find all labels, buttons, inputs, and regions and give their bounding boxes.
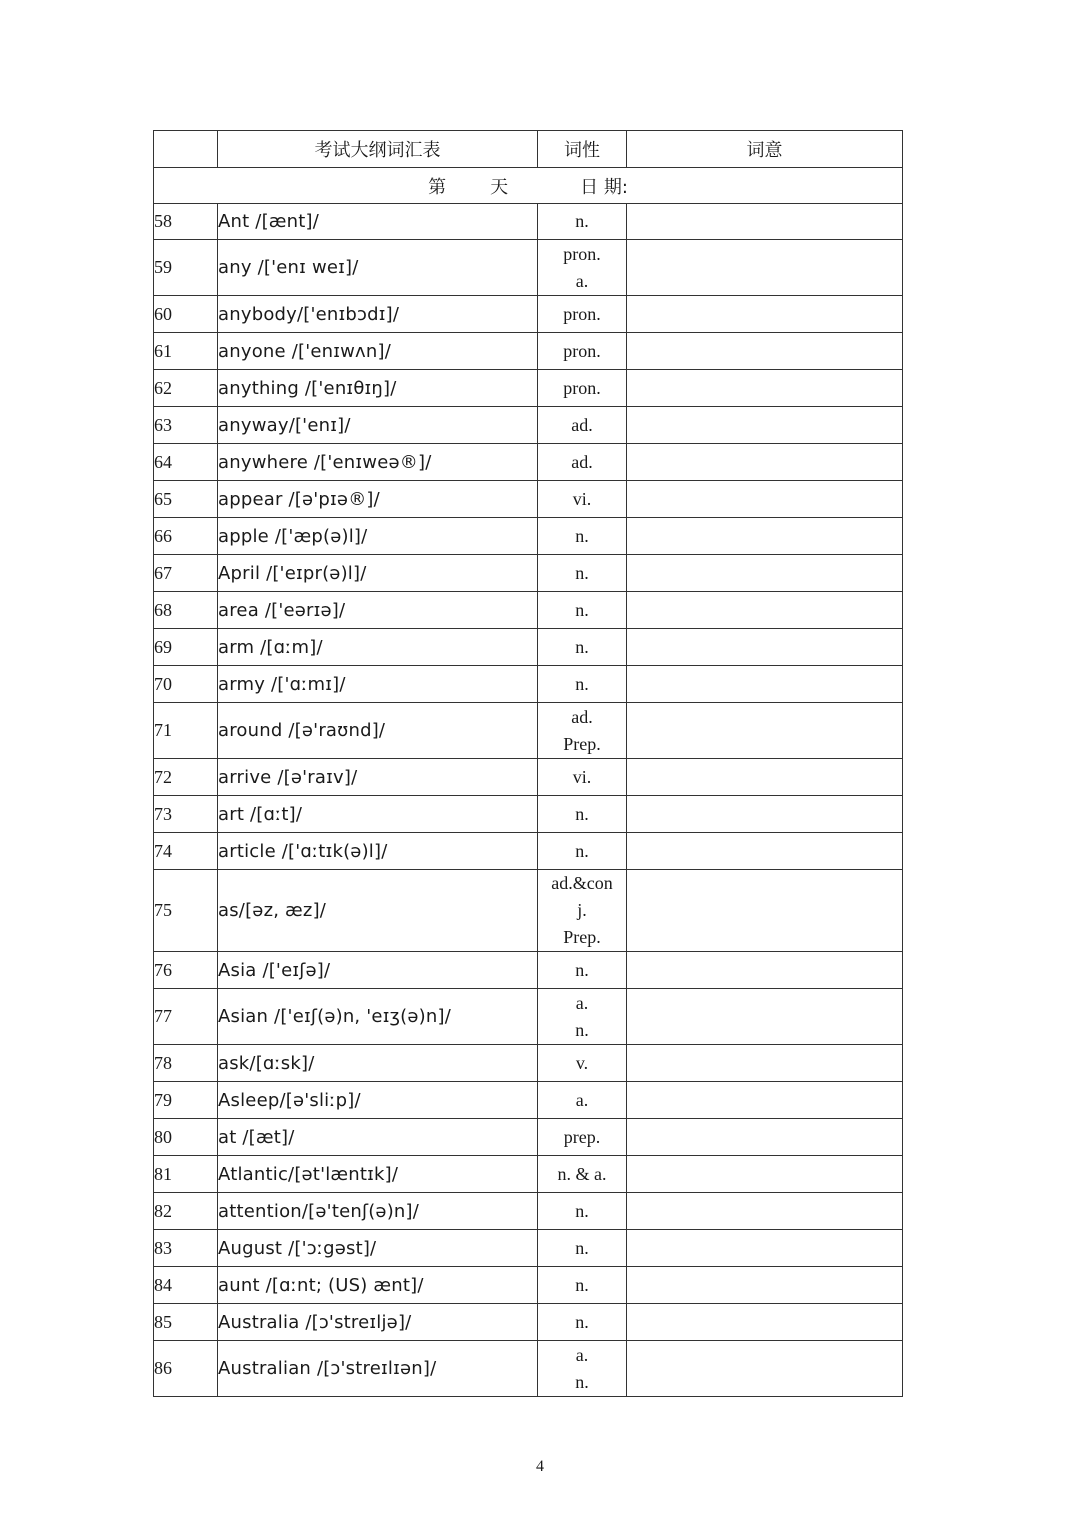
part-of-speech bbox=[538, 1341, 627, 1397]
part-of-speech bbox=[538, 518, 627, 555]
word-phonetic: apple /['æp(ə)l]/ bbox=[218, 518, 538, 555]
meaning-cell bbox=[627, 952, 903, 989]
table-row bbox=[154, 1304, 903, 1341]
table-row bbox=[154, 952, 903, 989]
meaning-cell bbox=[627, 1082, 903, 1119]
row-number: 59 bbox=[154, 240, 218, 296]
table-row bbox=[154, 833, 903, 870]
part-of-speech bbox=[538, 870, 627, 952]
row-number: 65 bbox=[154, 481, 218, 518]
row-number: 68 bbox=[154, 592, 218, 629]
part-of-speech bbox=[538, 1230, 627, 1267]
meaning-cell bbox=[627, 296, 903, 333]
row-number: 74 bbox=[154, 833, 218, 870]
part-of-speech bbox=[538, 666, 627, 703]
header-meaning-cell: 词意 bbox=[627, 131, 903, 168]
part-of-speech bbox=[538, 1267, 627, 1304]
row-number: 83 bbox=[154, 1230, 218, 1267]
meaning-cell bbox=[627, 1193, 903, 1230]
meaning-cell bbox=[627, 1045, 903, 1082]
header-number-cell bbox=[154, 131, 218, 168]
part-of-speech bbox=[538, 1156, 627, 1193]
part-of-speech bbox=[538, 1304, 627, 1341]
meaning-cell bbox=[627, 989, 903, 1045]
word-phonetic: appear /[ə'pɪə®]/ bbox=[218, 481, 538, 518]
word-phonetic: arm /[ɑːm]/ bbox=[218, 629, 538, 666]
table-row bbox=[154, 240, 903, 296]
row-number: 86 bbox=[154, 1341, 218, 1397]
table-row bbox=[154, 703, 903, 759]
header-word-cell: 考试大纲词汇表 bbox=[218, 131, 538, 168]
part-of-speech-line: n. bbox=[575, 562, 589, 583]
table-row bbox=[154, 989, 903, 1045]
meaning-cell bbox=[627, 1156, 903, 1193]
part-of-speech bbox=[538, 989, 627, 1045]
part-of-speech-line: prep. bbox=[563, 1126, 601, 1147]
part-of-speech-line: Prep. bbox=[563, 733, 601, 754]
part-of-speech bbox=[538, 555, 627, 592]
word-phonetic: at /[æt]/ bbox=[218, 1119, 538, 1156]
part-of-speech-line: n. bbox=[575, 211, 589, 231]
row-number: 71 bbox=[154, 703, 218, 759]
table-row bbox=[154, 555, 903, 592]
word-phonetic: Atlantic/[ət'læntɪk]/ bbox=[218, 1156, 538, 1193]
word-phonetic: Asleep/[ə'sliːp]/ bbox=[218, 1082, 538, 1119]
part-of-speech bbox=[538, 833, 627, 870]
word-phonetic: Australian /[ɔ'streɪlɪən]/ bbox=[218, 1341, 538, 1397]
meaning-cell bbox=[627, 407, 903, 444]
part-of-speech bbox=[538, 333, 627, 370]
table-row bbox=[154, 629, 903, 666]
meaning-cell bbox=[627, 555, 903, 592]
row-number: 77 bbox=[154, 989, 218, 1045]
word-phonetic: around /[ə'raʊnd]/ bbox=[218, 703, 538, 759]
part-of-speech-line: n. bbox=[575, 525, 589, 546]
meaning-cell bbox=[627, 444, 903, 481]
row-number: 73 bbox=[154, 796, 218, 833]
part-of-speech-line: n. bbox=[575, 1371, 589, 1392]
part-of-speech-line: n. bbox=[575, 1274, 589, 1295]
header-pos-cell: 词性 bbox=[538, 131, 627, 168]
word-phonetic: attention/[ə'tenʃ(ə)n]/ bbox=[218, 1193, 538, 1230]
meaning-cell bbox=[627, 592, 903, 629]
part-of-speech-line: v. bbox=[575, 1052, 589, 1073]
part-of-speech bbox=[538, 1193, 627, 1230]
part-of-speech-line: n. bbox=[575, 1200, 589, 1221]
day-label-day: 天 bbox=[490, 176, 509, 198]
part-of-speech-line: a. bbox=[575, 1089, 589, 1110]
part-of-speech-line: a. bbox=[575, 992, 589, 1013]
word-phonetic: Ant /[ænt]/ bbox=[218, 204, 538, 240]
table-row bbox=[154, 481, 903, 518]
table-row bbox=[154, 870, 903, 952]
part-of-speech bbox=[538, 1119, 627, 1156]
part-of-speech bbox=[538, 796, 627, 833]
row-number: 75 bbox=[154, 870, 218, 952]
table-row bbox=[154, 796, 903, 833]
table-row bbox=[154, 204, 903, 240]
header-row bbox=[154, 131, 903, 168]
part-of-speech-line: pron. bbox=[563, 243, 601, 264]
meaning-cell bbox=[627, 1119, 903, 1156]
word-phonetic: anyway/['enɪ]/ bbox=[218, 407, 538, 444]
meaning-cell bbox=[627, 333, 903, 370]
word-phonetic: anyone /['enɪwʌn]/ bbox=[218, 333, 538, 370]
row-number: 76 bbox=[154, 952, 218, 989]
table-row bbox=[154, 1341, 903, 1397]
meaning-cell bbox=[627, 1267, 903, 1304]
row-number: 61 bbox=[154, 333, 218, 370]
part-of-speech-line: ad. bbox=[571, 706, 593, 727]
part-of-speech-line: ad. bbox=[571, 451, 593, 472]
word-phonetic: anywhere /['enɪweə®]/ bbox=[218, 444, 538, 481]
part-of-speech-line: n. bbox=[575, 840, 589, 861]
part-of-speech bbox=[538, 481, 627, 518]
part-of-speech-line: vi. bbox=[572, 488, 592, 509]
row-number: 84 bbox=[154, 1267, 218, 1304]
part-of-speech bbox=[538, 296, 627, 333]
part-of-speech-line: a. bbox=[575, 1344, 589, 1365]
row-number: 82 bbox=[154, 1193, 218, 1230]
part-of-speech bbox=[538, 204, 627, 240]
part-of-speech bbox=[538, 759, 627, 796]
table-row bbox=[154, 296, 903, 333]
part-of-speech-line: vi. bbox=[572, 766, 592, 787]
vocabulary-table-body bbox=[154, 131, 903, 1397]
meaning-cell bbox=[627, 629, 903, 666]
table-row bbox=[154, 1193, 903, 1230]
table-row bbox=[154, 1230, 903, 1267]
meaning-cell bbox=[627, 1230, 903, 1267]
word-phonetic: art /[ɑːt]/ bbox=[218, 796, 538, 833]
table-row bbox=[154, 1045, 903, 1082]
part-of-speech-line: n. bbox=[575, 1019, 589, 1040]
row-number: 81 bbox=[154, 1156, 218, 1193]
meaning-cell bbox=[627, 204, 903, 240]
part-of-speech bbox=[538, 444, 627, 481]
word-phonetic: aunt /[ɑːnt; (US) ænt]/ bbox=[218, 1267, 538, 1304]
part-of-speech-line: a. bbox=[575, 270, 589, 291]
part-of-speech-line: n. bbox=[575, 803, 589, 824]
word-phonetic: Asia /['eɪʃə]/ bbox=[218, 952, 538, 989]
word-phonetic: as/[əz, æz]/ bbox=[218, 870, 538, 952]
table-row bbox=[154, 333, 903, 370]
word-phonetic: anybody/['enɪbɔdɪ]/ bbox=[218, 296, 538, 333]
word-phonetic: ask/[ɑːsk]/ bbox=[218, 1045, 538, 1082]
row-number: 63 bbox=[154, 407, 218, 444]
row-number: 80 bbox=[154, 1119, 218, 1156]
vocabulary-table bbox=[153, 130, 903, 1397]
word-phonetic: article /['ɑːtɪk(ə)l]/ bbox=[218, 833, 538, 870]
row-number: 79 bbox=[154, 1082, 218, 1119]
meaning-cell bbox=[627, 870, 903, 952]
part-of-speech-line: pron. bbox=[563, 340, 601, 361]
table-row bbox=[154, 518, 903, 555]
meaning-cell bbox=[627, 759, 903, 796]
part-of-speech bbox=[538, 703, 627, 759]
part-of-speech-line: pron. bbox=[563, 377, 601, 398]
part-of-speech bbox=[538, 1045, 627, 1082]
word-phonetic: Asian /['eɪʃ(ə)n, 'eɪʒ(ə)n]/ bbox=[218, 989, 538, 1045]
meaning-cell bbox=[627, 703, 903, 759]
table-row bbox=[154, 407, 903, 444]
word-phonetic: anything /['enɪθɪŋ]/ bbox=[218, 370, 538, 407]
word-phonetic: August /['ɔːgəst]/ bbox=[218, 1230, 538, 1267]
meaning-cell bbox=[627, 796, 903, 833]
meaning-cell bbox=[627, 1304, 903, 1341]
page-number: 4 bbox=[536, 1458, 544, 1475]
row-number: 70 bbox=[154, 666, 218, 703]
meaning-cell bbox=[627, 240, 903, 296]
word-phonetic: area /['eərɪə]/ bbox=[218, 592, 538, 629]
table-row bbox=[154, 1156, 903, 1193]
table-row bbox=[154, 1267, 903, 1304]
part-of-speech-line: n. bbox=[575, 599, 589, 620]
part-of-speech-line: n. & a. bbox=[557, 1163, 607, 1184]
part-of-speech-line: n. bbox=[575, 1311, 589, 1332]
table-row bbox=[154, 1119, 903, 1156]
row-number: 72 bbox=[154, 759, 218, 796]
row-number: 67 bbox=[154, 555, 218, 592]
day-date-cell bbox=[154, 168, 903, 204]
meaning-cell bbox=[627, 518, 903, 555]
meaning-cell bbox=[627, 833, 903, 870]
part-of-speech bbox=[538, 952, 627, 989]
part-of-speech-line: ad. bbox=[571, 414, 593, 435]
table-row bbox=[154, 759, 903, 796]
word-phonetic: April /['eɪpr(ə)l]/ bbox=[218, 555, 538, 592]
row-number: 64 bbox=[154, 444, 218, 481]
word-phonetic: any /['enɪ weɪ]/ bbox=[218, 240, 538, 296]
part-of-speech-line: j. bbox=[577, 900, 587, 920]
table-row bbox=[154, 370, 903, 407]
part-of-speech-line: n. bbox=[575, 959, 589, 980]
row-number: 58 bbox=[154, 204, 218, 240]
part-of-speech-line: ad.&con bbox=[551, 873, 613, 893]
part-of-speech-line: n. bbox=[575, 1237, 589, 1258]
table-row bbox=[154, 1082, 903, 1119]
meaning-cell bbox=[627, 666, 903, 703]
word-phonetic: Australia /[ɔ'streɪljə]/ bbox=[218, 1304, 538, 1341]
row-number: 66 bbox=[154, 518, 218, 555]
part-of-speech bbox=[538, 240, 627, 296]
row-number: 62 bbox=[154, 370, 218, 407]
day-label-first: 第 bbox=[428, 176, 447, 198]
part-of-speech bbox=[538, 592, 627, 629]
part-of-speech bbox=[538, 370, 627, 407]
row-number: 78 bbox=[154, 1045, 218, 1082]
part-of-speech-line: n. bbox=[575, 673, 589, 694]
part-of-speech bbox=[538, 1082, 627, 1119]
day-date-row bbox=[154, 168, 903, 204]
part-of-speech-line: Prep. bbox=[563, 927, 601, 947]
part-of-speech-line: n. bbox=[575, 636, 589, 657]
meaning-cell bbox=[627, 1341, 903, 1397]
meaning-cell bbox=[627, 370, 903, 407]
part-of-speech bbox=[538, 407, 627, 444]
table-row bbox=[154, 592, 903, 629]
table-row bbox=[154, 444, 903, 481]
part-of-speech-line: pron. bbox=[563, 303, 601, 324]
meaning-cell bbox=[627, 481, 903, 518]
row-number: 69 bbox=[154, 629, 218, 666]
date-label: 日 期: bbox=[580, 176, 628, 198]
part-of-speech bbox=[538, 629, 627, 666]
word-phonetic: army /['ɑːmɪ]/ bbox=[218, 666, 538, 703]
table-row bbox=[154, 666, 903, 703]
row-number: 60 bbox=[154, 296, 218, 333]
row-number: 85 bbox=[154, 1304, 218, 1341]
word-phonetic: arrive /[ə'raɪv]/ bbox=[218, 759, 538, 796]
